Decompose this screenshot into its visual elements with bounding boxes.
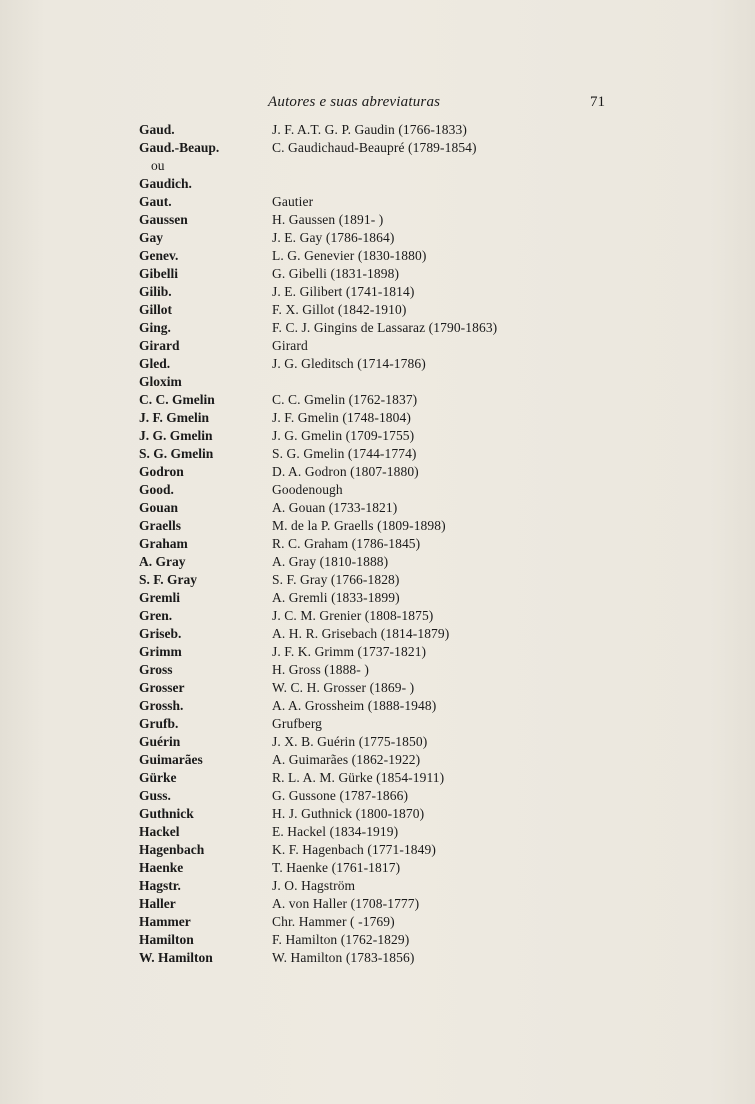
list-item — [139, 265, 599, 283]
author-full-name: J. X. B. Guérin (1775-1850) — [272, 734, 428, 749]
page-number: 71 — [590, 94, 605, 110]
list-item — [139, 355, 599, 373]
list-item — [139, 499, 599, 517]
author-full-name: Grufberg — [272, 716, 323, 731]
author-full-name: W. Hamilton (1783-1856) — [272, 950, 415, 965]
author-abbreviation: Genev. — [139, 248, 179, 263]
author-abbreviation-list — [139, 121, 599, 967]
author-full-name: H. Gross (1888- ) — [272, 662, 369, 677]
list-item — [139, 751, 599, 769]
author-abbreviation: Gilib. — [139, 284, 172, 299]
author-full-name: Chr. Hammer ( -1769) — [272, 914, 395, 929]
author-full-name: F. X. Gillot (1842-1910) — [272, 302, 407, 317]
author-abbreviation: Godron — [139, 464, 184, 479]
author-full-name: L. G. Genevier (1830-1880) — [272, 248, 427, 263]
list-item — [139, 211, 599, 229]
list-item — [139, 247, 599, 265]
list-item — [139, 139, 599, 157]
author-abbreviation: Hamilton — [139, 932, 194, 947]
author-abbreviation: Gloxim — [139, 374, 182, 389]
list-item — [139, 391, 599, 409]
list-item — [139, 193, 599, 211]
author-full-name: Goodenough — [272, 482, 343, 497]
list-item — [139, 895, 599, 913]
author-abbreviation: Guérin — [139, 734, 181, 749]
list-item — [139, 823, 599, 841]
author-abbreviation: Hagstr. — [139, 878, 181, 893]
author-abbreviation: Girard — [139, 338, 180, 353]
list-item — [139, 319, 599, 337]
author-full-name: F. C. J. Gingins de Lassaraz (1790-1863) — [272, 320, 498, 335]
author-abbreviation: S. G. Gmelin — [139, 446, 214, 461]
author-full-name: J. F. A.T. G. P. Gaudin (1766-1833) — [272, 122, 467, 137]
author-abbreviation: Gremli — [139, 590, 180, 605]
author-full-name: K. F. Hagenbach (1771-1849) — [272, 842, 436, 857]
list-item — [139, 445, 599, 463]
list-item — [139, 715, 599, 733]
author-abbreviation: Hammer — [139, 914, 191, 929]
list-item — [139, 283, 599, 301]
author-abbreviation: Gillot — [139, 302, 172, 317]
list-item — [139, 481, 599, 499]
list-item — [139, 553, 599, 571]
author-abbreviation: Grosser — [139, 680, 185, 695]
list-item — [139, 733, 599, 751]
list-item — [139, 427, 599, 445]
list-item — [139, 175, 599, 193]
author-full-name: Gautier — [272, 194, 314, 209]
author-abbreviation: Gross — [139, 662, 173, 677]
author-abbreviation: Gled. — [139, 356, 171, 371]
author-abbreviation: Gürke — [139, 770, 177, 785]
author-full-name: S. G. Gmelin (1744-1774) — [272, 446, 417, 461]
author-abbreviation: Gren. — [139, 608, 173, 623]
author-full-name: J. C. M. Grenier (1808-1875) — [272, 608, 434, 623]
author-full-name: A. Guimarães (1862-1922) — [272, 752, 421, 767]
list-item — [139, 841, 599, 859]
author-abbreviation: Gaud.-Beaup. — [139, 140, 220, 155]
author-full-name: A. Gouan (1733-1821) — [272, 500, 398, 515]
author-abbreviation: Hagenbach — [139, 842, 205, 857]
list-item — [139, 157, 599, 175]
author-abbreviation: Good. — [139, 482, 174, 497]
author-abbreviation: Haenke — [139, 860, 184, 875]
author-full-name: J. G. Gleditsch (1714-1786) — [272, 356, 426, 371]
author-abbreviation: Gay — [139, 230, 164, 245]
author-abbreviation: Griseb. — [139, 626, 182, 641]
list-item — [139, 931, 599, 949]
author-abbreviation: Gaussen — [139, 212, 188, 227]
author-abbreviation: Gaudich. — [139, 176, 192, 191]
author-full-name: F. Hamilton (1762-1829) — [272, 932, 410, 947]
author-full-name: C. Gaudichaud-Beaupré (1789-1854) — [272, 140, 477, 155]
author-full-name: G. Gibelli (1831-1898) — [272, 266, 400, 281]
author-abbreviation: Guthnick — [139, 806, 194, 821]
author-abbreviation: J. G. Gmelin — [139, 428, 213, 443]
author-full-name: G. Gussone (1787-1866) — [272, 788, 409, 803]
list-item — [139, 697, 599, 715]
list-item — [139, 121, 599, 139]
author-abbreviation: C. C. Gmelin — [139, 392, 215, 407]
author-abbreviation: Graham — [139, 536, 188, 551]
author-full-name: A. A. Grossheim (1888-1948) — [272, 698, 437, 713]
list-item — [139, 589, 599, 607]
author-abbreviation: Grimm — [139, 644, 182, 659]
list-item — [139, 409, 599, 427]
author-abbreviation: Haller — [139, 896, 176, 911]
author-abbreviation: W. Hamilton — [139, 950, 213, 965]
author-abbreviation: Guss. — [139, 788, 171, 803]
list-item — [139, 949, 599, 967]
author-full-name: E. Hackel (1834-1919) — [272, 824, 399, 839]
list-item — [139, 463, 599, 481]
author-full-name: M. de la P. Graells (1809-1898) — [272, 518, 446, 533]
list-item — [139, 877, 599, 895]
list-item — [139, 571, 599, 589]
list-item — [139, 301, 599, 319]
author-abbreviation: S. F. Gray — [139, 572, 198, 587]
author-full-name: D. A. Godron (1807-1880) — [272, 464, 419, 479]
list-item — [139, 607, 599, 625]
author-abbreviation: Gibelli — [139, 266, 179, 281]
author-full-name: S. F. Gray (1766-1828) — [272, 572, 400, 587]
author-full-name: A. von Haller (1708-1777) — [272, 896, 420, 911]
author-full-name: R. C. Graham (1786-1845) — [272, 536, 421, 551]
list-item — [139, 913, 599, 931]
author-full-name: A. Gremli (1833-1899) — [272, 590, 400, 605]
author-abbreviation: Graells — [139, 518, 181, 533]
author-abbreviation: Gaud. — [139, 122, 175, 137]
list-item — [139, 787, 599, 805]
author-abbreviation: Hackel — [139, 824, 180, 839]
author-full-name: T. Haenke (1761-1817) — [272, 860, 401, 875]
page-header — [0, 94, 755, 116]
author-full-name: A. Gray (1810-1888) — [272, 554, 389, 569]
author-abbreviation: J. F. Gmelin — [139, 410, 210, 425]
author-full-name: J. E. Gay (1786-1864) — [272, 230, 395, 245]
author-full-name: J. O. Hagström — [272, 878, 356, 893]
author-full-name: H. J. Guthnick (1800-1870) — [272, 806, 425, 821]
list-item — [139, 517, 599, 535]
author-abbreviation: Grufb. — [139, 716, 179, 731]
running-title: Autores e suas abreviaturas — [268, 94, 441, 110]
list-item — [139, 535, 599, 553]
author-full-name: J. G. Gmelin (1709-1755) — [272, 428, 415, 443]
author-abbreviation: Ging. — [139, 320, 171, 335]
list-item — [139, 679, 599, 697]
author-full-name: R. L. A. M. Gürke (1854-1911) — [272, 770, 445, 785]
list-item — [139, 625, 599, 643]
author-full-name: Girard — [272, 338, 308, 353]
author-abbreviation: Guimarães — [139, 752, 203, 767]
author-full-name: H. Gaussen (1891- ) — [272, 212, 384, 227]
list-item — [139, 769, 599, 787]
author-full-name: W. C. H. Grosser (1869- ) — [272, 680, 415, 695]
list-item — [139, 643, 599, 661]
list-item — [139, 859, 599, 877]
list-item — [139, 229, 599, 247]
author-abbreviation: Gaut. — [139, 194, 172, 209]
author-full-name: C. C. Gmelin (1762-1837) — [272, 392, 418, 407]
list-item — [139, 337, 599, 355]
author-full-name: J. E. Gilibert (1741-1814) — [272, 284, 415, 299]
author-abbreviation: ou — [151, 158, 165, 173]
author-abbreviation: A. Gray — [139, 554, 186, 569]
author-full-name: J. F. Gmelin (1748-1804) — [272, 410, 411, 425]
author-full-name: J. F. K. Grimm (1737-1821) — [272, 644, 427, 659]
author-full-name: A. H. R. Grisebach (1814-1879) — [272, 626, 450, 641]
list-item — [139, 373, 599, 391]
author-abbreviation: Gouan — [139, 500, 179, 515]
list-item — [139, 661, 599, 679]
author-abbreviation: Grossh. — [139, 698, 184, 713]
list-item — [139, 805, 599, 823]
